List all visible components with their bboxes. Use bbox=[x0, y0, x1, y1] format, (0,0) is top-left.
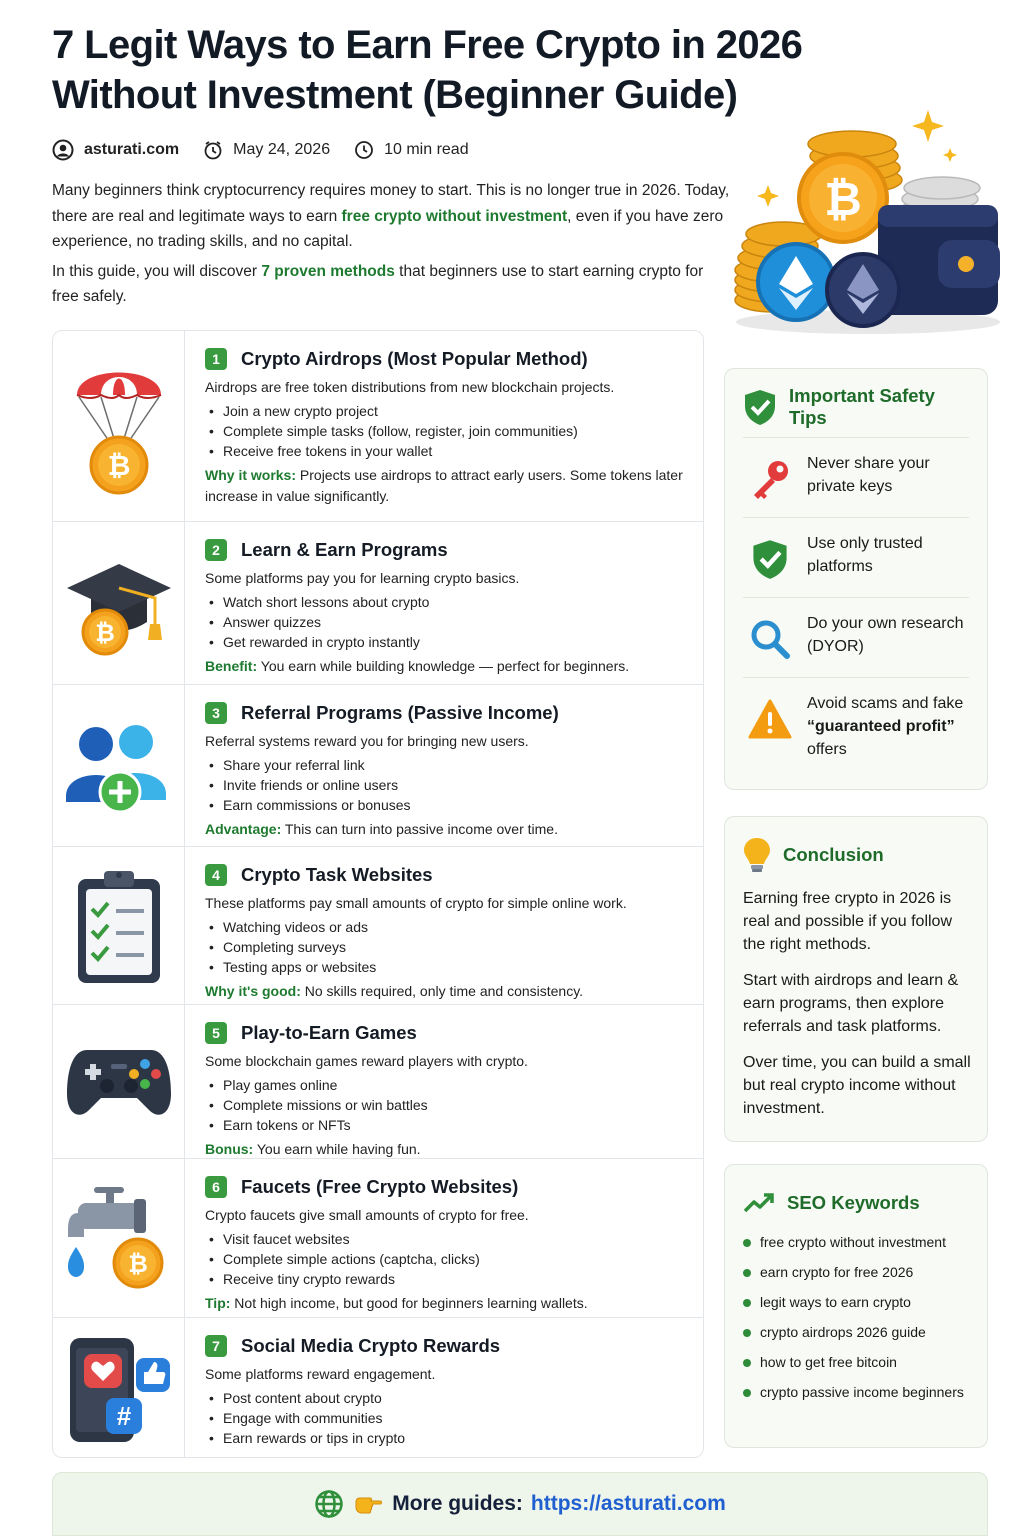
list-item: • Complete missions or win battles bbox=[205, 1095, 691, 1115]
method-number: 5 bbox=[205, 1022, 227, 1044]
list-item: • Testing apps or websites bbox=[205, 957, 691, 977]
conclusion-paragraph-1: Earning free crypto in 2026 is real and possible if you follow the right methods. bbox=[743, 890, 953, 953]
list-item: • Receive tiny crypto rewards bbox=[205, 1269, 691, 1289]
lightbulb-icon bbox=[743, 836, 771, 874]
method-card bbox=[53, 846, 703, 1004]
list-item: • Answer quizzes bbox=[205, 612, 691, 632]
method-bullets bbox=[205, 592, 691, 652]
seo-title: SEO Keywords bbox=[787, 1192, 920, 1213]
list-item: • Earn rewards or tips in crypto bbox=[205, 1428, 691, 1448]
method-title: Play-to-Earn Games bbox=[241, 1022, 417, 1043]
method-bullets bbox=[205, 1388, 691, 1448]
keyword-list bbox=[743, 1231, 973, 1411]
list-item: • Watching videos or ads bbox=[205, 917, 691, 937]
list-item: • Post content about crypto bbox=[205, 1388, 691, 1408]
list-item: crypto airdrops 2026 guide bbox=[743, 1321, 973, 1344]
method-title: Referral Programs (Passive Income) bbox=[241, 702, 559, 723]
gamepad-icon bbox=[65, 1042, 173, 1122]
method-card bbox=[53, 1004, 703, 1158]
list-item: • Watch short lessons about crypto bbox=[205, 592, 691, 612]
warning-icon bbox=[748, 699, 792, 739]
crypto-coins-wallet-illustration bbox=[728, 100, 1008, 340]
list-item: • Join a new crypto project bbox=[205, 401, 691, 421]
list-item: • Complete simple actions (captcha, clicks) bbox=[205, 1249, 691, 1269]
svg-text:₿: ₿ bbox=[127, 1251, 148, 1278]
add-users-icon bbox=[64, 718, 174, 814]
method-title: Faucets (Free Crypto Websites) bbox=[241, 1176, 519, 1197]
method-number: 6 bbox=[205, 1176, 227, 1198]
list-item: • Visit faucet websites bbox=[205, 1229, 691, 1249]
magnifier-icon bbox=[749, 618, 791, 660]
svg-text:#: # bbox=[116, 1400, 131, 1431]
pointing-hand-icon bbox=[354, 1492, 382, 1516]
page-title: 7 Legit Ways to Earn Free Crypto in 2026 Without Investment (Beginner Guide) bbox=[52, 23, 803, 117]
method-note: Why it's good: No skills required, only time and consistency. bbox=[205, 983, 584, 999]
method-description: These platforms pay small amounts of crypto for simple online work. bbox=[205, 895, 627, 911]
method-card bbox=[53, 1158, 703, 1317]
list-item: crypto passive income beginners bbox=[743, 1381, 973, 1404]
svg-text:₿: ₿ bbox=[94, 620, 115, 647]
list-item: • Share your referral link bbox=[205, 755, 691, 775]
safety-tip bbox=[743, 517, 969, 597]
method-title: Learn & Earn Programs bbox=[241, 539, 448, 560]
list-item: • Get rewarded in crypto instantly bbox=[205, 632, 691, 652]
conclusion-paragraph-2: Start with airdrops and learn & earn programs, then explore referrals and task platforms. bbox=[743, 972, 959, 1035]
method-note: Bonus: You earn while having fun. bbox=[205, 1141, 421, 1157]
method-description: Referral systems reward you for bringing new users. bbox=[205, 733, 529, 749]
safety-tip-text: Use only trusted platforms bbox=[807, 535, 923, 575]
trend-up-icon bbox=[743, 1191, 775, 1215]
meta-site[interactable]: asturati.com bbox=[52, 139, 179, 161]
key-icon bbox=[748, 457, 792, 501]
method-title: Crypto Task Websites bbox=[241, 864, 433, 885]
safety-tip bbox=[743, 597, 969, 677]
article-meta bbox=[52, 138, 493, 162]
method-number: 4 bbox=[205, 864, 227, 886]
safety-tip-text: Do your own research (DYOR) bbox=[807, 615, 964, 655]
method-number: 3 bbox=[205, 702, 227, 724]
list-item: • Receive free tokens in your wallet bbox=[205, 441, 691, 461]
method-bullets bbox=[205, 917, 691, 977]
safety-title: Important Safety Tips bbox=[789, 385, 935, 428]
safety-tip-text: Never share your private keys bbox=[807, 455, 930, 495]
method-description: Some blockchain games reward players with crypto. bbox=[205, 1053, 528, 1069]
method-bullets bbox=[205, 755, 691, 815]
method-title: Social Media Crypto Rewards bbox=[241, 1335, 501, 1356]
list-item: • Play games online bbox=[205, 1075, 691, 1095]
method-note: Benefit: You earn while building knowledge — perfect for beginners. bbox=[205, 658, 630, 674]
method-card bbox=[53, 521, 703, 684]
method-number: 7 bbox=[205, 1335, 227, 1357]
method-note: Advantage: This can turn into passive income over time. bbox=[205, 821, 558, 837]
calendar-clock-icon bbox=[203, 140, 223, 160]
list-item: • Completing surveys bbox=[205, 937, 691, 957]
svg-text:₿: ₿ bbox=[824, 173, 862, 225]
meta-read-time: 10 min read bbox=[354, 140, 469, 160]
method-bullets bbox=[205, 1229, 691, 1289]
seo-keywords-panel bbox=[724, 1164, 988, 1448]
clipboard-checklist-icon bbox=[74, 867, 164, 985]
intro-paragraph-1: Many beginners think cryptocurrency requires money to start. This is no longer true in 2026. Today, there are real and legitimate ways to earn free crypto without investment, even if you have zero experience, no trading skills, and no capital. bbox=[52, 182, 730, 250]
globe-icon bbox=[314, 1489, 344, 1519]
method-note: Tip: Not high income, but good for beginners learning wallets. bbox=[205, 1295, 588, 1311]
list-item: • Complete simple tasks (follow, register, join communities) bbox=[205, 421, 691, 441]
list-item: free crypto without investment bbox=[743, 1231, 973, 1254]
faucet-icon bbox=[64, 1183, 174, 1293]
method-description: Airdrops are free token distributions from new blockchain projects. bbox=[205, 379, 615, 395]
method-bullets bbox=[205, 1075, 691, 1135]
list-item: legit ways to earn crypto bbox=[743, 1291, 973, 1314]
safety-tip bbox=[743, 437, 969, 517]
method-bullets bbox=[205, 401, 691, 461]
shield-check-icon bbox=[751, 538, 789, 580]
social-phone-icon bbox=[64, 1334, 174, 1444]
method-description: Some platforms reward engagement. bbox=[205, 1366, 436, 1382]
footer-label: More guides: bbox=[392, 1492, 523, 1515]
shield-check-icon bbox=[743, 388, 777, 426]
list-item: • Engage with communities bbox=[205, 1408, 691, 1428]
meta-date: May 24, 2026 bbox=[203, 140, 330, 160]
method-note: Why it works: Projects use airdrops to attract early users. Some tokens later increase in value significantly. bbox=[205, 467, 683, 504]
method-card bbox=[53, 1317, 703, 1458]
methods-list bbox=[52, 330, 704, 1458]
method-number: 2 bbox=[205, 539, 227, 561]
method-title: Crypto Airdrops (Most Popular Method) bbox=[241, 348, 588, 369]
safety-tip bbox=[743, 677, 969, 777]
list-item: • Invite friends or online users bbox=[205, 775, 691, 795]
footer-banner bbox=[52, 1472, 988, 1536]
user-circle-icon bbox=[52, 139, 74, 161]
method-card bbox=[53, 684, 703, 846]
list-item: how to get free bitcoin bbox=[743, 1351, 973, 1374]
conclusion-title: Conclusion bbox=[783, 844, 884, 865]
intro bbox=[52, 178, 732, 314]
list-item: • Earn commissions or bonuses bbox=[205, 795, 691, 815]
conclusion-paragraph-3: Over time, you can build a small but real crypto income without investment. bbox=[743, 1054, 971, 1117]
list-item: • Earn tokens or NFTs bbox=[205, 1115, 691, 1135]
parachute-bitcoin-icon bbox=[71, 351, 167, 501]
method-description: Crypto faucets give small amounts of crypto for free. bbox=[205, 1207, 529, 1223]
graduation-cap-icon bbox=[63, 548, 175, 658]
conclusion-panel bbox=[724, 816, 988, 1142]
footer-link[interactable]: https://asturati.com bbox=[530, 1492, 726, 1515]
safety-tips-panel bbox=[724, 368, 988, 790]
svg-text:₿: ₿ bbox=[107, 450, 130, 481]
safety-tip-text: Avoid scams and fake “guaranteed profit” offers bbox=[807, 695, 964, 758]
intro-paragraph-2: In this guide, you will discover 7 proven methods that beginners use to start earning crypto for free safely. bbox=[52, 262, 704, 305]
method-number: 1 bbox=[205, 348, 227, 370]
clock-icon bbox=[354, 140, 374, 160]
method-card bbox=[53, 331, 703, 521]
list-item: earn crypto for free 2026 bbox=[743, 1261, 973, 1284]
method-description: Some platforms pay you for learning crypto basics. bbox=[205, 570, 520, 586]
